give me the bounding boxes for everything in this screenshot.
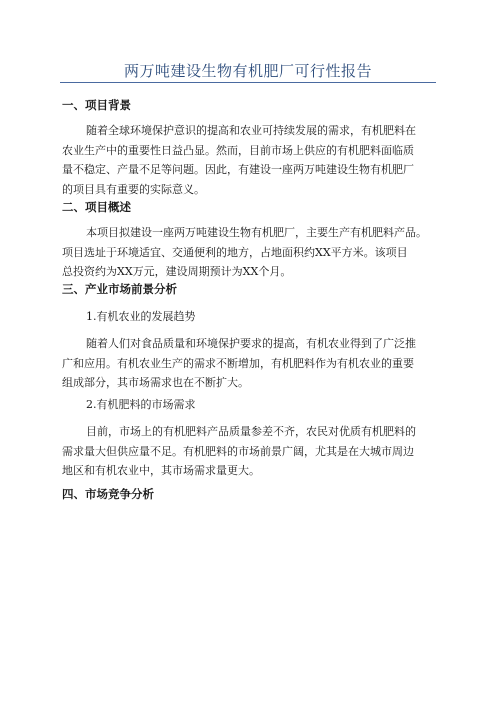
paragraph-organic-agriculture-trend: [62, 334, 452, 393]
section-heading-competition: 四、市场竞争分析: [62, 487, 154, 501]
paragraph-line: 本项目拟建设一座两万吨建设生物有机肥厂，主要生产有机肥料产品。: [86, 226, 427, 239]
paragraph-line: 需求量大但供应量不足。有机肥料的市场前景广阔，尤其是在大城市周边: [62, 444, 414, 458]
subheading-organic-agriculture-trend: 1.有机农业的发展趋势: [86, 310, 196, 323]
title-underline: [60, 82, 436, 83]
paragraph-line: 的项目具有重要的实际意义。: [62, 182, 205, 196]
paragraph-line: 目前，市场上的有机肥料产品质量参差不齐，农民对优质有机肥料的: [86, 425, 416, 438]
paragraph-line: 地区和有机农业中，其市场需求量更大。: [62, 464, 260, 477]
section-paragraph-overview: [62, 223, 452, 282]
document-title: 两万吨建设生物有机肥厂可行性报告: [123, 62, 372, 80]
paragraph-line: 总投资约为XX万元，建设周期预计为XX个月。: [62, 265, 292, 278]
section-paragraph-background: [62, 121, 452, 199]
paragraph-fertilizer-demand: [62, 422, 452, 481]
section-heading-background: 一、项目背景: [62, 98, 131, 112]
subheading-fertilizer-demand: 2.有机肥料的市场需求: [86, 398, 196, 411]
paragraph-line: 组成部分，其市场需求也在不断扩大。: [62, 376, 249, 389]
paragraph-line: 随着全球环境保护意识的提高和农业可持续发展的需求，有机肥料在: [86, 124, 416, 137]
paragraph-line: 随着人们对食品质量和环境保护要求的提高，有机农业得到了广泛推: [86, 337, 416, 350]
paragraph-line: 广和应用。有机农业生产的需求不断增加，有机肥料作为有机农业的重要: [62, 356, 414, 370]
paragraph-line: 农业生产中的重要性日益凸显。然而，目前市场上供应的有机肥料面临质: [62, 143, 414, 157]
paragraph-line: 量不稳定、产量不足等问题。因此，有建设一座两万吨建设生物有机肥厂: [62, 163, 414, 176]
section-heading-overview: 二、项目概述: [62, 200, 131, 214]
paragraph-line: 项目选址于环境适宜、交通便利的地方，占地面积约XX平方米。该项目: [62, 245, 408, 259]
section-heading-market-outlook: 三、产业市场前景分析: [62, 282, 177, 296]
